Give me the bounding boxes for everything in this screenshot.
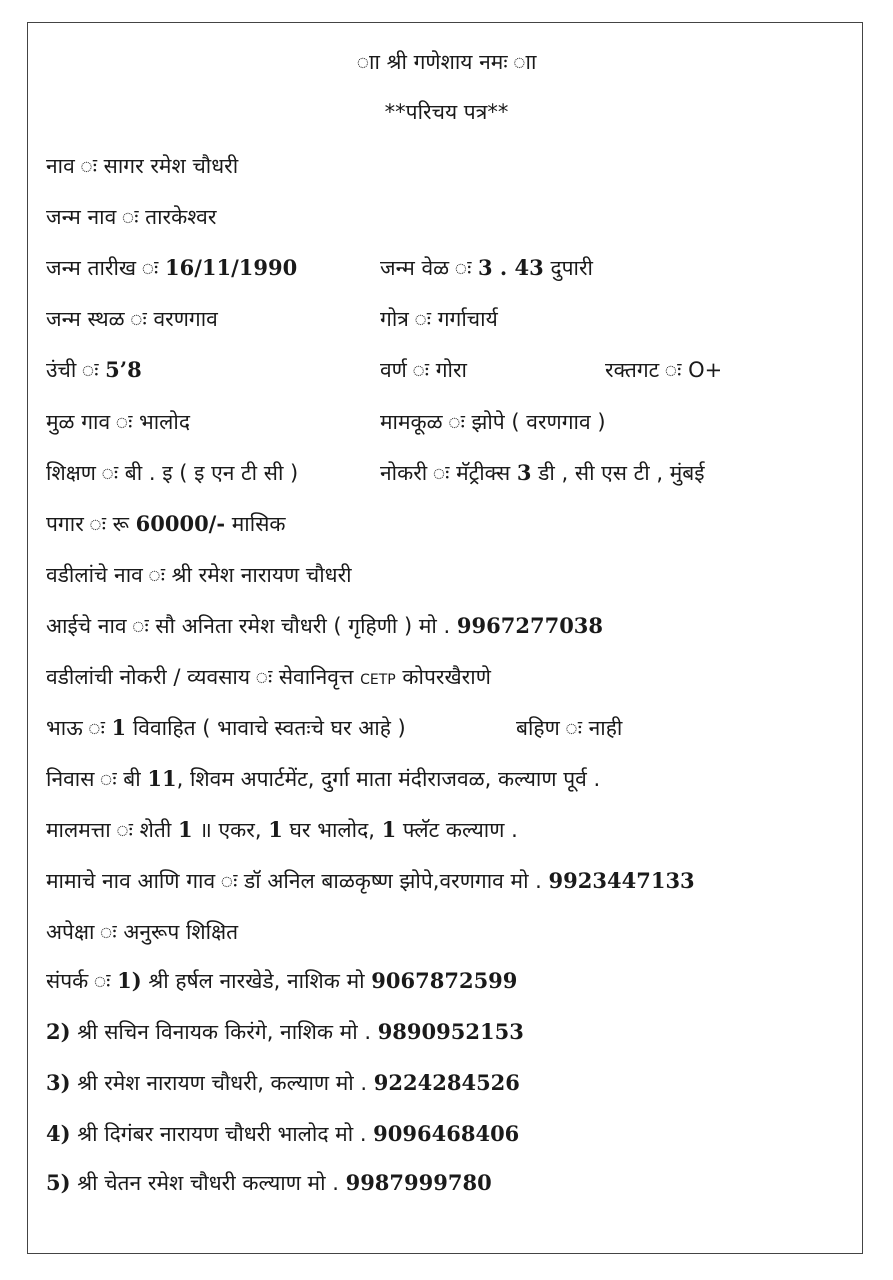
salary-label: पगार ः रू	[46, 512, 136, 536]
contact-phone: 9987999780	[345, 1170, 492, 1195]
maternal-phone: 9923447133	[548, 868, 695, 893]
property-b: ॥ एकर,	[192, 818, 269, 842]
job-suffix: डी , सी एस टी , मुंबई	[531, 461, 705, 485]
residence-suffix: , शिवम अपार्टमेंट, दुर्गा माता मंदीराजवळ, कल्याण पूर्व .	[176, 767, 601, 791]
birth-time-suffix: दुपारी	[543, 256, 593, 280]
residence-num: 11	[147, 766, 177, 791]
contact-num: 2)	[46, 1019, 71, 1044]
residence-label: निवास ः बी	[46, 767, 148, 791]
maternal-label: मामाचे नाव आणि गाव ः डॉ अनिल बाळकृष्ण झोपे,वरणगाव मो .	[46, 869, 549, 893]
field-brother	[46, 714, 406, 742]
field-gotra: गोत्र ः गर्गाचार्य	[380, 307, 498, 331]
contact-num: 4)	[46, 1121, 71, 1146]
field-expectation: अपेक्षा ः अनुरूप शिक्षित	[46, 920, 239, 944]
dob-label: जन्म तारीख ः	[46, 256, 165, 280]
job-num: 3	[516, 460, 532, 485]
field-height	[46, 356, 142, 384]
height-label: उंची ः	[46, 358, 106, 382]
contact-text: श्री चेतन रमेश चौधरी कल्याण मो .	[70, 1171, 346, 1195]
mother-label: आईचे नाव ः सौ अनिता रमेश चौधरी ( गृहिणी ) मो .	[46, 614, 457, 638]
field-blood-group: रक्तगट ः O+	[605, 358, 723, 382]
contact-row	[46, 967, 517, 995]
mother-phone: 9967277038	[456, 613, 604, 638]
height-value: 5’8	[105, 357, 142, 382]
field-salary	[46, 510, 286, 538]
brother-num: 1	[111, 715, 127, 740]
property-n1: 1	[177, 817, 193, 842]
field-residence	[46, 765, 600, 793]
contacts-label: संपर्क ः	[46, 969, 118, 993]
property-c: घर भालोद,	[282, 818, 382, 842]
contact-phone: 9067872599	[371, 968, 518, 993]
field-father-name: वडीलांचे नाव ः श्री रमेश नारायण चौधरी	[46, 563, 352, 587]
field-native-village: मुळ गाव ः भालोद	[46, 410, 191, 434]
field-birth-place: जन्म स्थळ ः वरणगाव	[46, 307, 218, 331]
brother-label: भाऊ ः	[46, 716, 112, 740]
job-label: नोकरी ः मॅट्रीक्स	[380, 461, 517, 485]
contact-num: 3)	[46, 1070, 71, 1095]
property-n2: 1	[268, 817, 283, 842]
birth-time-value: 3 . 43	[477, 255, 544, 280]
field-father-job	[46, 663, 491, 694]
field-complexion: वर्ण ः गोरा	[380, 358, 467, 382]
contact-row	[46, 1169, 492, 1197]
contact-row	[46, 1018, 524, 1046]
document-title: **परिचय पत्र**	[384, 100, 509, 124]
field-mamkul: मामकूळ ः झोपे ( वरणगाव )	[380, 410, 606, 434]
field-sister: बहिण ः नाही	[516, 716, 623, 740]
field-mother-name	[46, 612, 603, 640]
field-birth-name: जन्म नाव ः तारकेश्वर	[46, 205, 217, 229]
contact-phone: 9096468406	[373, 1121, 520, 1146]
field-name: नाव ः सागर रमेश चौधरी	[46, 154, 239, 178]
field-maternal-uncle	[46, 867, 695, 895]
contact-num: 5)	[46, 1170, 71, 1195]
contact-phone: 9224284526	[373, 1070, 520, 1095]
contact-text: श्री रमेश नारायण चौधरी, कल्याण मो .	[70, 1071, 374, 1095]
field-birth-time	[380, 254, 593, 282]
father-job-cetp: CETP	[360, 672, 396, 688]
property-d: फ्लॅट कल्याण .	[396, 818, 518, 842]
salary-suffix: मासिक	[225, 512, 286, 536]
contact-text: श्री हर्षल नारखेडे, नाशिक मो	[141, 969, 372, 993]
contact-text: श्री दिगंबर नारायण चौधरी भालोद मो .	[70, 1122, 374, 1146]
field-job	[380, 459, 705, 487]
birth-time-label: जन्म वेळ ः	[380, 256, 478, 280]
invocation-heading: ाा श्री गणेशाय नमः ाा	[356, 50, 537, 74]
contact-text: श्री सचिन विनायक किरंगे, नाशिक मो .	[70, 1020, 378, 1044]
brother-suffix: विवाहित ( भावाचे स्वतःचे घर आहे )	[126, 716, 406, 740]
contact-row	[46, 1120, 519, 1148]
salary-value: 60000/-	[135, 511, 226, 536]
contact-phone: 9890952153	[377, 1019, 524, 1044]
property-a: मालमत्ता ः शेती	[46, 818, 178, 842]
father-job-suffix: कोपरखैराणे	[395, 665, 491, 689]
field-dob	[46, 254, 297, 282]
father-job-label: वडीलांची नोकरी / व्यवसाय ः सेवानिवृत्त	[46, 665, 361, 689]
dob-value: 16/11/1990	[164, 255, 298, 280]
field-property	[46, 816, 518, 844]
property-n3: 1	[381, 817, 397, 842]
contact-row	[46, 1069, 520, 1097]
contact-num: 1)	[117, 968, 142, 993]
field-education: शिक्षण ः बी . इ ( इ एन टी सी )	[46, 461, 299, 485]
